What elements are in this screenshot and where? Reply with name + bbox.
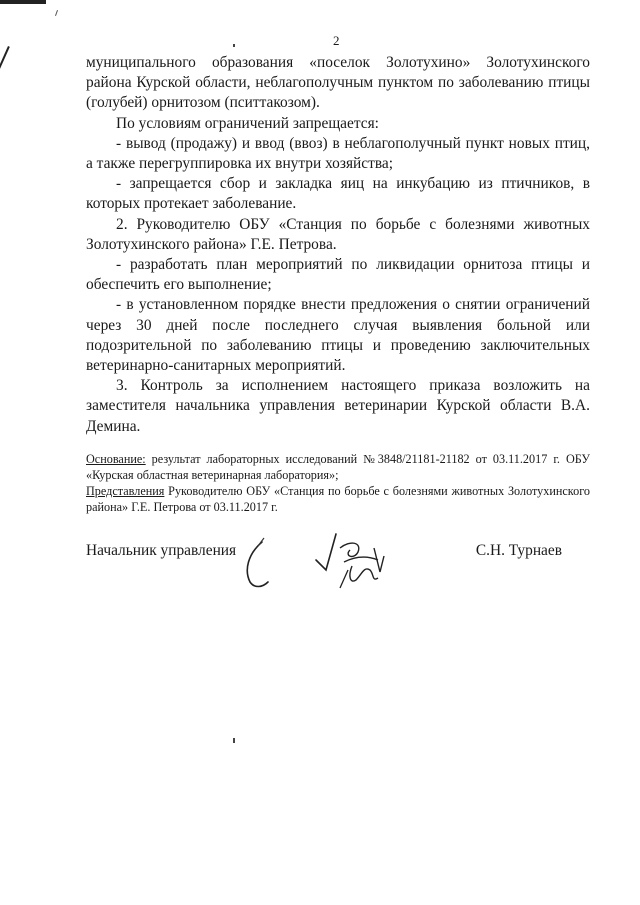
document-body: [86, 53, 590, 437]
scan-speck: [233, 44, 235, 47]
scan-tick-mark: [55, 10, 58, 16]
paragraph-item-2: 2. Руководителю ОБУ «Станция по борьбе с болезнями животных Золотухинского района» Г.Е. Петрова.: [86, 215, 590, 253]
basis-note: [86, 451, 590, 483]
submission-text: Руководителю ОБУ «Станция по борьбе с болезнями животных Золотухинского района» Г.Е. Петрова от 03.11.2017 г.: [86, 484, 590, 514]
paragraph-continuation: муниципального образования «поселок Золотухино» Золотухинского района Курской области, неблагополучным пунктом по заболеванию птицы (голубей) орнитозом (пситтакозом).: [86, 54, 590, 112]
signatory-position: Начальник управления: [86, 542, 237, 559]
scan-edge-mark: [0, 0, 46, 4]
paragraph-restriction-2: - запрещается сбор и закладка яиц на инкубацию из птичников, в которых протекает заболевание.: [86, 175, 590, 213]
paragraph-restriction-1: - вывод (продажу) и ввод (ввоз) в неблагополучный пункт новых птиц, а также перегруппировка их внутри хозяйства;: [86, 134, 590, 173]
signatory-name: С.Н. Турнаев: [475, 542, 562, 559]
basis-text: результат лабораторных исследований №3848/21181-21182 от 03.11.2017 г. ОБУ «Курская областная ветеринарная лаборатория»;: [86, 452, 590, 482]
submission-note: [86, 483, 590, 515]
paragraph-restrictions-intro: По условиям ограничений запрещается:: [116, 114, 379, 132]
scan-margin-slash: [0, 46, 10, 91]
handwritten-signature-icon: [240, 526, 400, 596]
page-number: 2: [333, 33, 340, 48]
paragraph-item-3: 3. Контроль за исполнением настоящего приказа возложить на заместителя начальника управления ветеринарии Курской области В.А. Демина.: [86, 377, 590, 435]
basis-label: Основание:: [86, 452, 146, 466]
submission-label: Представления: [86, 484, 165, 498]
basis-notes: [86, 451, 590, 515]
scan-speck: [233, 738, 235, 743]
paragraph-item-2-task-2: - в установленном порядке внести предложения о снятии ограничений через 30 дней после последнего случая выявления больной или подозрительной по заболеванию птицы и проведению заключительных ветеринарно-санитарных мероприятий.: [86, 296, 590, 375]
paragraph-item-2-task-1: - разработать план мероприятий по ликвидации орнитоза птицы и обеспечить его выполнение;: [86, 256, 590, 294]
